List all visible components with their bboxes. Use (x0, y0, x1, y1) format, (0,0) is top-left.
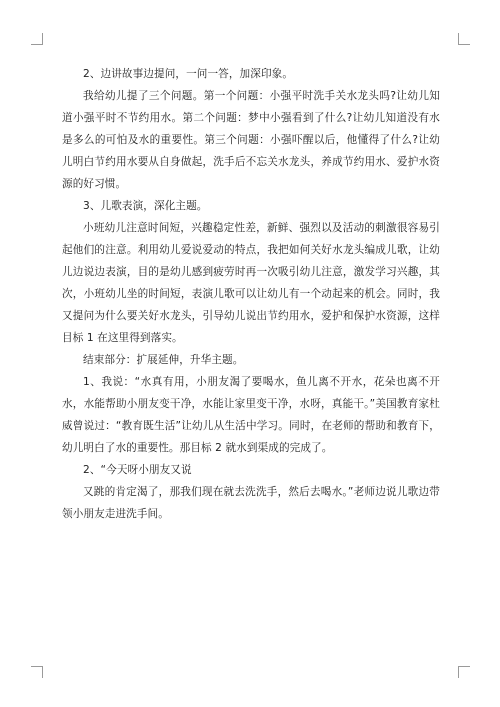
document-body (62, 63, 440, 525)
paragraph-step-3-heading: 3、儿歌表演，深化主题。 (83, 200, 208, 212)
paragraph-ending-1: 1、我说：“水真有用，小朋友渴了要喝水，鱼儿离不开水，花朵也离不开水，水能帮助小朋友变干净，水能让家里变干净，水呀，真能干。”美国教育家杜威曾说过：“教育既生活”让幼儿从生活中学习。同时，在老师的帮助和教育下，幼儿明白了水的重要性。那目标 2 就水到渠成的完成了。 (62, 376, 440, 454)
paragraph-ending-2-body: 又跳的肯定渴了，那我们现在就去洗洗手，然后去喝水。”老师边说儿歌边带领小朋友走进洗手间。 (62, 486, 440, 520)
crop-mark-bottom-left (31, 666, 43, 678)
paragraph-ending-2-heading: 2、“今天呀小朋友又说 (83, 464, 192, 476)
paragraph-song-performance: 小班幼儿注意时间短，兴趣稳定性差，新鲜、强烈以及活动的刺激很容易引起他们的注意。利用幼儿爱说爱动的特点，我把如何关好水龙头编成儿歌，让幼儿边说边表演，目的是幼儿感到疲劳时再一次吸引幼儿注意，激发学习兴趣，其次，小班幼儿坐的时间短，表演儿歌可以让幼儿有一个动起来的机会。同时，我又提问为什么要关好水龙头，引导幼儿说出节约用水，爱护和保护水资源，这样目标 1 在这里得到落实。 (62, 222, 440, 344)
crop-mark-top-left (31, 33, 43, 45)
paragraph-step-2-heading: 2、边讲故事边提问，一问一答，加深印象。 (83, 68, 294, 80)
paragraph-questions: 我给幼儿提了三个问题。第一个问题：小强平时洗手关水龙头吗?让幼儿知道小强平时不节约用水。第二个问题：梦中小强看到了什么?让幼儿知道没有水是多么的可怕及水的重要性。第三个问题：小强吓醒以后，他懂得了什么?让幼儿明白节约用水要从自身做起，洗手后不忘关水龙头，养成节约用水、爱护水资源的好习惯。 (62, 90, 440, 190)
paragraph-ending-heading: 结束部分：扩展延伸，升华主题。 (83, 354, 244, 366)
crop-mark-bottom-right (458, 666, 470, 678)
crop-mark-top-right (458, 33, 470, 45)
